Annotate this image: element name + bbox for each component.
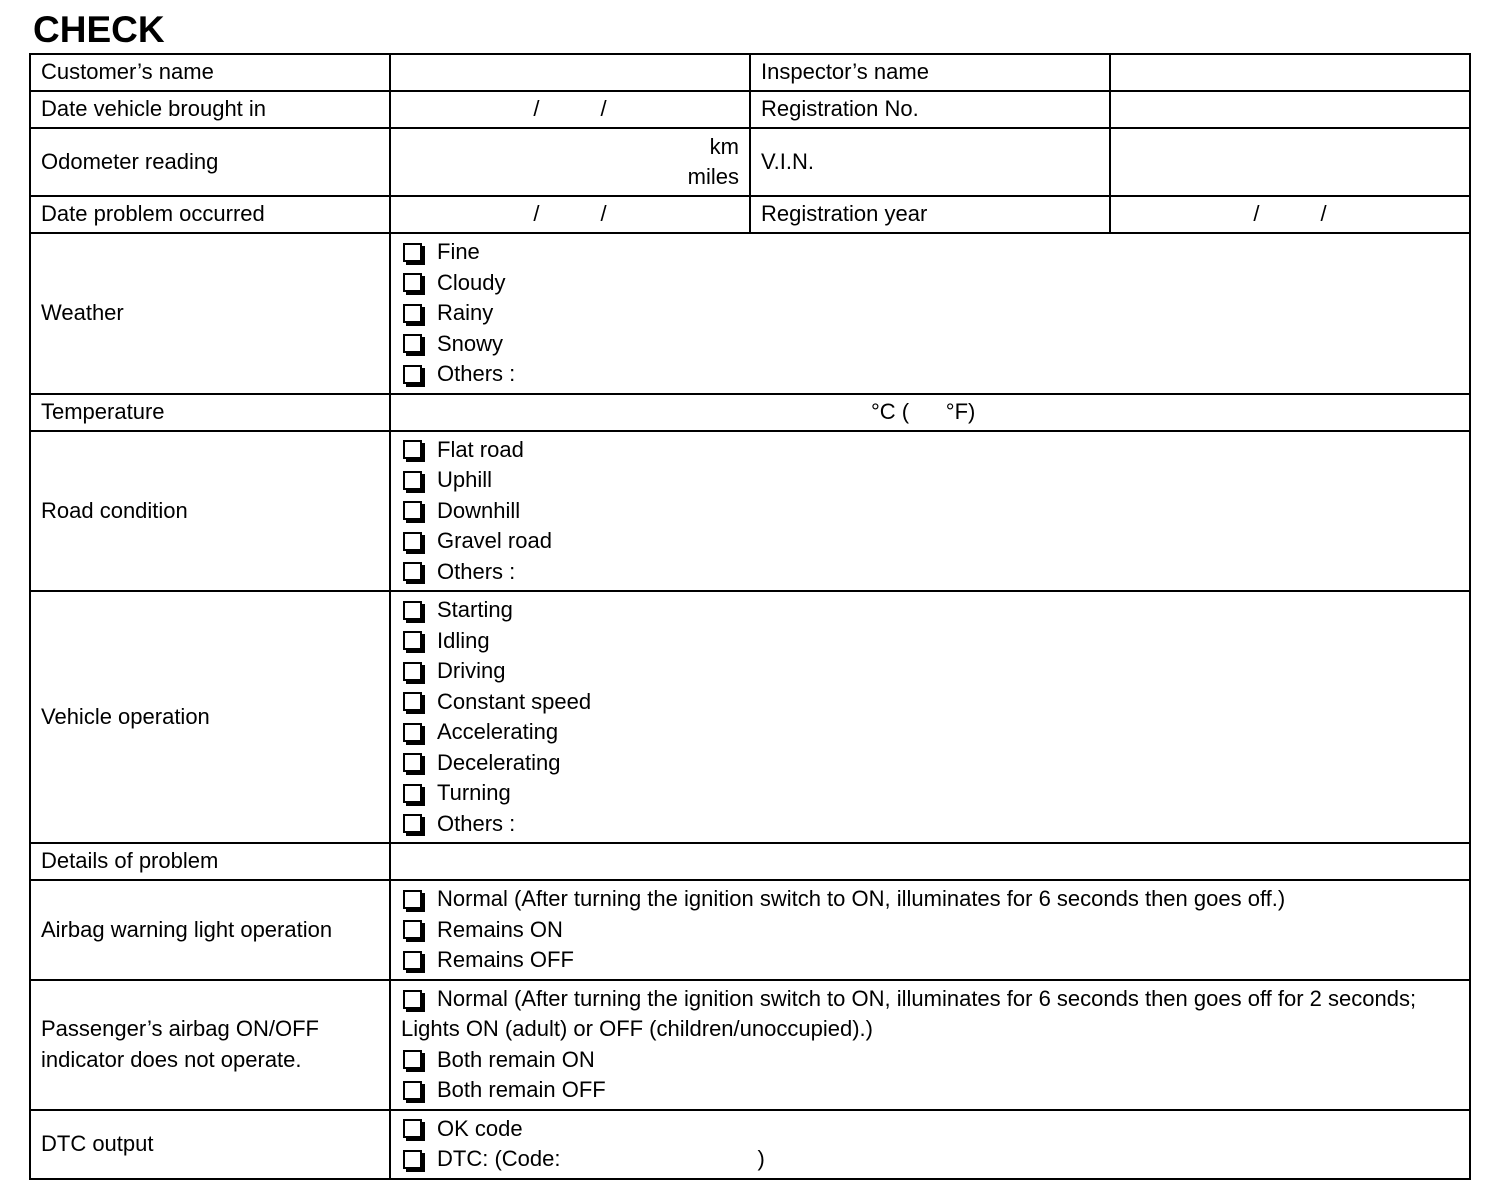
road-option[interactable]: Uphill bbox=[401, 465, 1459, 496]
road-options bbox=[390, 431, 1470, 592]
weather-options bbox=[390, 233, 1470, 394]
checkbox-icon[interactable] bbox=[403, 501, 422, 520]
row-date-problem bbox=[30, 196, 1470, 233]
operation-option[interactable]: Constant speed bbox=[401, 687, 1459, 718]
vehicle-operation-options bbox=[390, 591, 1470, 843]
details-label: Details of problem bbox=[30, 843, 390, 880]
dtc-ok-option[interactable]: OK code bbox=[401, 1114, 1459, 1145]
operation-option[interactable]: Others : bbox=[401, 809, 1459, 840]
row-customer bbox=[30, 54, 1470, 91]
check-form-table bbox=[29, 53, 1471, 1180]
passenger-option[interactable]: Both remain OFF bbox=[401, 1075, 1459, 1106]
vehicle-operation-label: Vehicle operation bbox=[30, 591, 390, 843]
checkbox-icon[interactable] bbox=[403, 990, 422, 1009]
checkbox-icon[interactable] bbox=[403, 440, 422, 459]
checkbox-icon[interactable] bbox=[403, 601, 422, 620]
miles-unit: miles bbox=[687, 164, 739, 189]
registration-year-field[interactable]: / / bbox=[1110, 196, 1470, 233]
row-vehicle-operation bbox=[30, 591, 1470, 843]
passenger-airbag-options bbox=[390, 980, 1470, 1110]
road-option[interactable]: Gravel road bbox=[401, 526, 1459, 557]
checkbox-icon[interactable] bbox=[403, 365, 422, 384]
checkbox-icon[interactable] bbox=[403, 471, 422, 490]
checkbox-icon[interactable] bbox=[403, 1119, 422, 1138]
airbag-option[interactable]: Remains ON bbox=[401, 915, 1459, 946]
airbag-option[interactable]: Remains OFF bbox=[401, 945, 1459, 976]
checkbox-icon[interactable] bbox=[403, 692, 422, 711]
road-option[interactable]: Downhill bbox=[401, 496, 1459, 527]
operation-option[interactable]: Turning bbox=[401, 778, 1459, 809]
airbag-option[interactable]: Normal (After turning the ignition switch to ON, illuminates for 6 seconds then goes off.) bbox=[401, 884, 1459, 915]
checkbox-icon[interactable] bbox=[403, 631, 422, 650]
weather-option[interactable]: Cloudy bbox=[401, 268, 1459, 299]
checkbox-icon[interactable] bbox=[403, 753, 422, 772]
operation-option[interactable]: Accelerating bbox=[401, 717, 1459, 748]
passenger-airbag-label: Passenger’s airbag ON/OFF indicator does not operate. bbox=[30, 980, 390, 1110]
passenger-option[interactable]: Both remain ON bbox=[401, 1045, 1459, 1076]
row-details bbox=[30, 843, 1470, 880]
row-odometer bbox=[30, 128, 1470, 196]
vin-label: V.I.N. bbox=[750, 128, 1110, 196]
weather-label: Weather bbox=[30, 233, 390, 394]
row-date-in bbox=[30, 91, 1470, 128]
operation-option[interactable]: Decelerating bbox=[401, 748, 1459, 779]
road-option[interactable]: Flat road bbox=[401, 435, 1459, 466]
dtc-output-label: DTC output bbox=[30, 1110, 390, 1179]
row-road bbox=[30, 431, 1470, 592]
inspector-name-label: Inspector’s name bbox=[750, 54, 1110, 91]
weather-option[interactable]: Fine bbox=[401, 237, 1459, 268]
row-weather bbox=[30, 233, 1470, 394]
weather-option[interactable]: Rainy bbox=[401, 298, 1459, 329]
odometer-label: Odometer reading bbox=[30, 128, 390, 196]
date-problem-field[interactable]: / / bbox=[390, 196, 750, 233]
inspector-name-field[interactable] bbox=[1110, 54, 1470, 91]
date-brought-in-field[interactable]: / / bbox=[390, 91, 750, 128]
checkbox-icon[interactable] bbox=[403, 334, 422, 353]
registration-year-label: Registration year bbox=[750, 196, 1110, 233]
checkbox-icon[interactable] bbox=[403, 1150, 422, 1169]
dtc-options bbox=[390, 1110, 1470, 1179]
checkbox-icon[interactable] bbox=[403, 951, 422, 970]
row-dtc bbox=[30, 1110, 1470, 1179]
checkbox-icon[interactable] bbox=[403, 243, 422, 262]
road-condition-label: Road condition bbox=[30, 431, 390, 592]
row-temperature bbox=[30, 394, 1470, 431]
weather-option[interactable]: Others : bbox=[401, 359, 1459, 390]
row-airbag-light bbox=[30, 880, 1470, 980]
registration-no-field[interactable] bbox=[1110, 91, 1470, 128]
temperature-field[interactable]: °C ( °F) bbox=[390, 394, 1470, 431]
airbag-light-options bbox=[390, 880, 1470, 980]
checkbox-icon[interactable] bbox=[403, 920, 422, 939]
checkbox-icon[interactable] bbox=[403, 304, 422, 323]
odometer-field[interactable] bbox=[390, 128, 750, 196]
date-problem-label: Date problem occurred bbox=[30, 196, 390, 233]
operation-option[interactable]: Driving bbox=[401, 656, 1459, 687]
temperature-label: Temperature bbox=[30, 394, 390, 431]
checkbox-icon[interactable] bbox=[403, 562, 422, 581]
checkbox-icon[interactable] bbox=[403, 814, 422, 833]
passenger-option[interactable]: Normal (After turning the ignition switch to ON, illuminates for 6 seconds then goes off for 2 seconds; Lights ON (adult) or OFF (children/unoccupied).) bbox=[401, 985, 1417, 1041]
checkbox-icon[interactable] bbox=[403, 723, 422, 742]
customer-name-label: Customer’s name bbox=[30, 54, 390, 91]
page-title: CHECK bbox=[33, 9, 165, 50]
checkbox-icon[interactable] bbox=[403, 1081, 422, 1100]
operation-option[interactable]: Idling bbox=[401, 626, 1459, 657]
operation-option[interactable]: Starting bbox=[401, 595, 1459, 626]
checkbox-icon[interactable] bbox=[403, 532, 422, 551]
weather-option[interactable]: Snowy bbox=[401, 329, 1459, 360]
checkbox-icon[interactable] bbox=[403, 1050, 422, 1069]
vin-field[interactable] bbox=[1110, 128, 1470, 196]
checkbox-icon[interactable] bbox=[403, 662, 422, 681]
customer-name-field[interactable] bbox=[390, 54, 750, 91]
checkbox-icon[interactable] bbox=[403, 890, 422, 909]
checkbox-icon[interactable] bbox=[403, 273, 422, 292]
airbag-light-label: Airbag warning light operation bbox=[30, 880, 390, 980]
road-option[interactable]: Others : bbox=[401, 557, 1459, 588]
row-passenger-airbag bbox=[30, 980, 1470, 1110]
date-brought-in-label: Date vehicle brought in bbox=[30, 91, 390, 128]
dtc-code-option[interactable]: DTC: (Code: ) bbox=[401, 1144, 1459, 1175]
checkbox-icon[interactable] bbox=[403, 784, 422, 803]
km-unit: km bbox=[709, 133, 739, 159]
details-field[interactable] bbox=[390, 843, 1470, 880]
registration-no-label: Registration No. bbox=[750, 91, 1110, 128]
